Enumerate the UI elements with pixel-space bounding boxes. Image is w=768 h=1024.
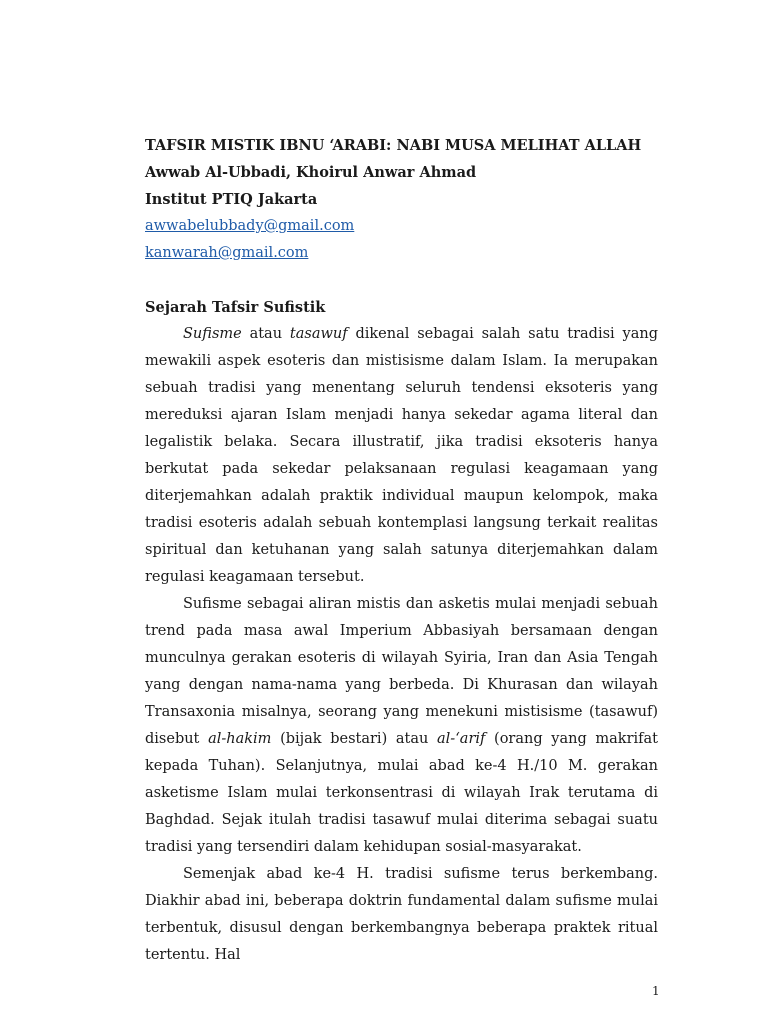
institution-name: Institut PTIQ Jakarta bbox=[145, 191, 318, 208]
author-names: Awwab Al-Ubbadi, Khoirul Anwar Ahmad bbox=[145, 164, 477, 181]
page-number: 1 bbox=[652, 984, 660, 998]
italic-term-sufisme: Sufisme bbox=[183, 326, 242, 342]
document-page bbox=[145, 132, 658, 969]
italic-term-al-arif: al-‘arif bbox=[437, 731, 486, 747]
spacer bbox=[145, 267, 658, 294]
paragraph-text: dikenal sebagai salah satu tradisi yang mewakili aspek esoteris dan mistisisme dalam Islam. Ia merupakan sebuah tradisi yang menentang seluruh tendensi eksoteris yang mereduksi ajaran Islam menjadi hanya sekedar agama literal dan legalistik belaka. Secara illustratif, jika tradisi eksoteris hanya berkutat pada sekedar pelaksanaan regulasi keagamaan yang diterjemahkan adalah praktik individual maupun kelompok, maka tradisi esoteris adalah sebuah kontemplasi langsung terkait realitas spiritual dan ketuhanan yang salah satunya diterjemahkan dalam regulasi keagamaan tersebut. bbox=[145, 326, 658, 585]
body-paragraph-3: Semenjak abad ke-4 H. tradisi sufisme terus berkembang. Diakhir abad ini, beberapa doktrin fundamental dalam sufisme mulai terbentuk, disusul dengan berkembangnya beberapa praktek ritual tertentu. Hal bbox=[145, 866, 658, 963]
paragraph-text: (bijak bestari) atau bbox=[271, 731, 438, 747]
italic-term-tasawuf: tasawuf bbox=[289, 326, 348, 342]
paragraph-text: Sufisme sebagai aliran mistis dan asketis mulai menjadi sebuah trend pada masa awal Imperium Abbasiyah bersamaan dengan munculnya gerakan esoteris di wilayah Syiria, Iran dan Asia Tengah yang dengan nama-nama yang berbeda. Di Khurasan dan wilayah Transaxonia misalnya, seorang yang menekuni mistisisme (tasawuf) disebut bbox=[145, 596, 658, 747]
email-link-kanwarah[interactable]: kanwarah@gmail.com bbox=[145, 245, 309, 261]
email-link-awwab[interactable]: awwabelubbady@gmail.com bbox=[145, 218, 355, 234]
paragraph-text: (orang yang makrifat kepada Tuhan). Selanjutnya, mulai abad ke-4 H./10 M. gerakan asketisme Islam mulai terkonsentrasi di wilayah Irak terutama di Baghdad. Sejak itulah tradisi tasawuf mulai diterima sebagai suatu tradisi yang tersendiri dalam kehidupan sosial-masyarakat. bbox=[145, 731, 658, 855]
section-heading: Sejarah Tafsir Sufistik bbox=[145, 299, 326, 316]
italic-term-al-hakim: al-hakim bbox=[208, 731, 272, 747]
body-paragraph-2 bbox=[145, 591, 658, 861]
paragraph-text: atau bbox=[241, 326, 290, 342]
document-title: TAFSIR MISTIK IBNU ‘ARABI: NABI MUSA MELIHAT ALLAH bbox=[145, 137, 642, 154]
body-paragraph-1 bbox=[145, 321, 658, 591]
